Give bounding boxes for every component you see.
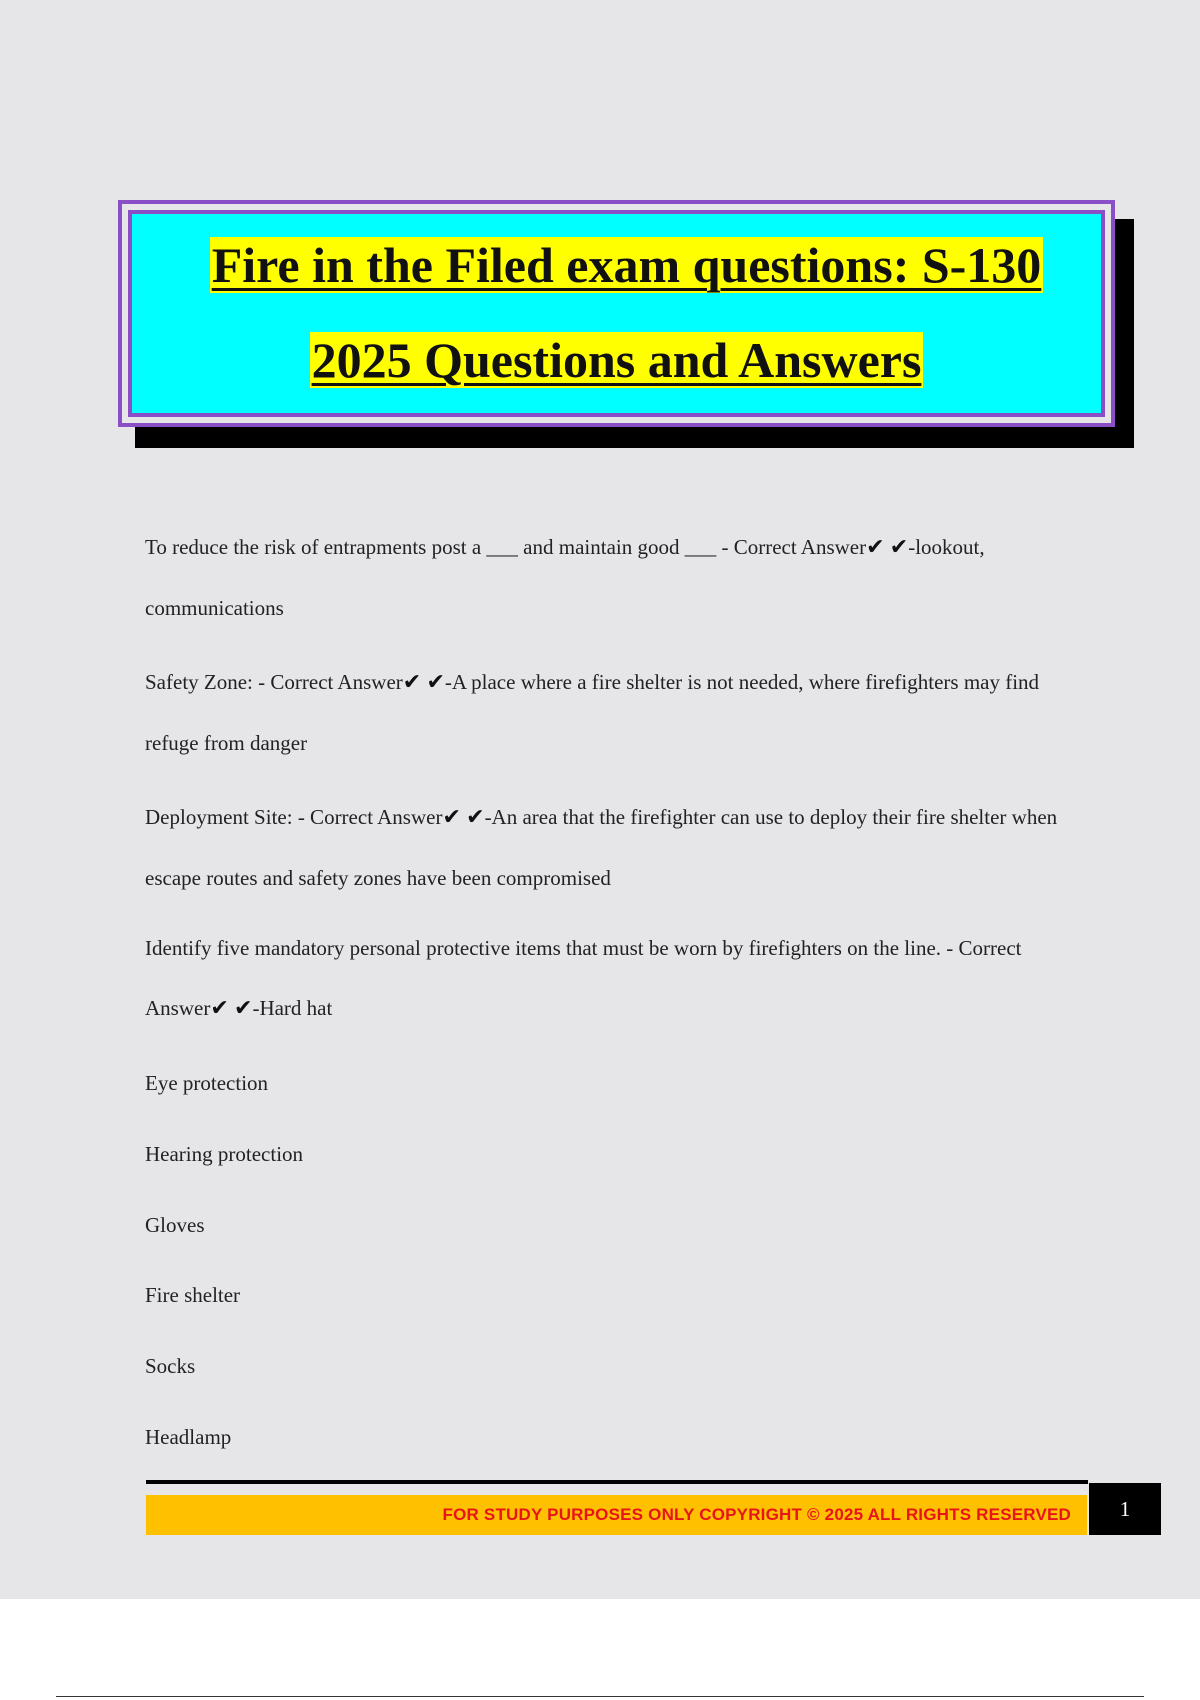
list-item: Gloves: [145, 1213, 205, 1237]
qa-item-1: [145, 517, 1085, 638]
check-icon: ✔: [402, 670, 422, 695]
check-icon: ✔: [866, 535, 885, 560]
title-line-1: [152, 236, 1101, 294]
check-icon: ✔: [889, 535, 909, 560]
check-icon: ✔: [210, 996, 229, 1021]
list-item: Headlamp: [145, 1425, 232, 1449]
title-box: [118, 200, 1115, 427]
check-icon: ✔: [234, 996, 253, 1021]
qa-item-4: [145, 918, 1085, 1039]
question-text: Identify five mandatory personal protective items that must be worn by firefighters on the line. - Correct Answer: [145, 936, 1022, 1020]
list-item: Eye protection: [145, 1071, 269, 1095]
title-line-1-text: Fire in the Filed exam questions: S-130: [211, 237, 1042, 293]
list-item: Fire shelter: [145, 1283, 241, 1307]
qa-item-2: [145, 652, 1085, 773]
question-text: Deployment Site: - Correct Answer: [145, 805, 443, 829]
check-icon: ✔: [466, 805, 485, 830]
title-line-2: [132, 331, 1101, 389]
list-item: Socks: [145, 1354, 196, 1378]
title-line-2-text: 2025 Questions and Answers: [311, 332, 922, 388]
footer-rule: [146, 1480, 1088, 1484]
bottom-divider: [56, 1696, 1144, 1697]
list-item: Hearing protection: [145, 1142, 304, 1166]
question-text: To reduce the risk of entrapments post a ___ and maintain good ___ - Correct Answer: [145, 535, 867, 559]
answer-text: -lookout, communications: [145, 535, 985, 620]
check-icon: ✔: [426, 670, 445, 695]
answer-text: -An area that the firefighter can use to deploy their fire shelter when escape routes and safety zones have been compromised: [145, 805, 1058, 890]
page-number: 1: [1089, 1483, 1161, 1535]
answer-text: -A place where a fire shelter is not needed, where firefighters may find refuge from danger: [145, 670, 1040, 755]
footer-copyright-bar: FOR STUDY PURPOSES ONLY COPYRIGHT © 2025 ALL RIGHTS RESERVED: [146, 1495, 1087, 1535]
check-icon: ✔: [442, 805, 461, 830]
title-box-inner: [128, 210, 1105, 417]
qa-item-3: [145, 787, 1085, 908]
answer-text: -Hard hat: [252, 996, 333, 1020]
question-text: Safety Zone: - Correct Answer: [145, 670, 403, 694]
